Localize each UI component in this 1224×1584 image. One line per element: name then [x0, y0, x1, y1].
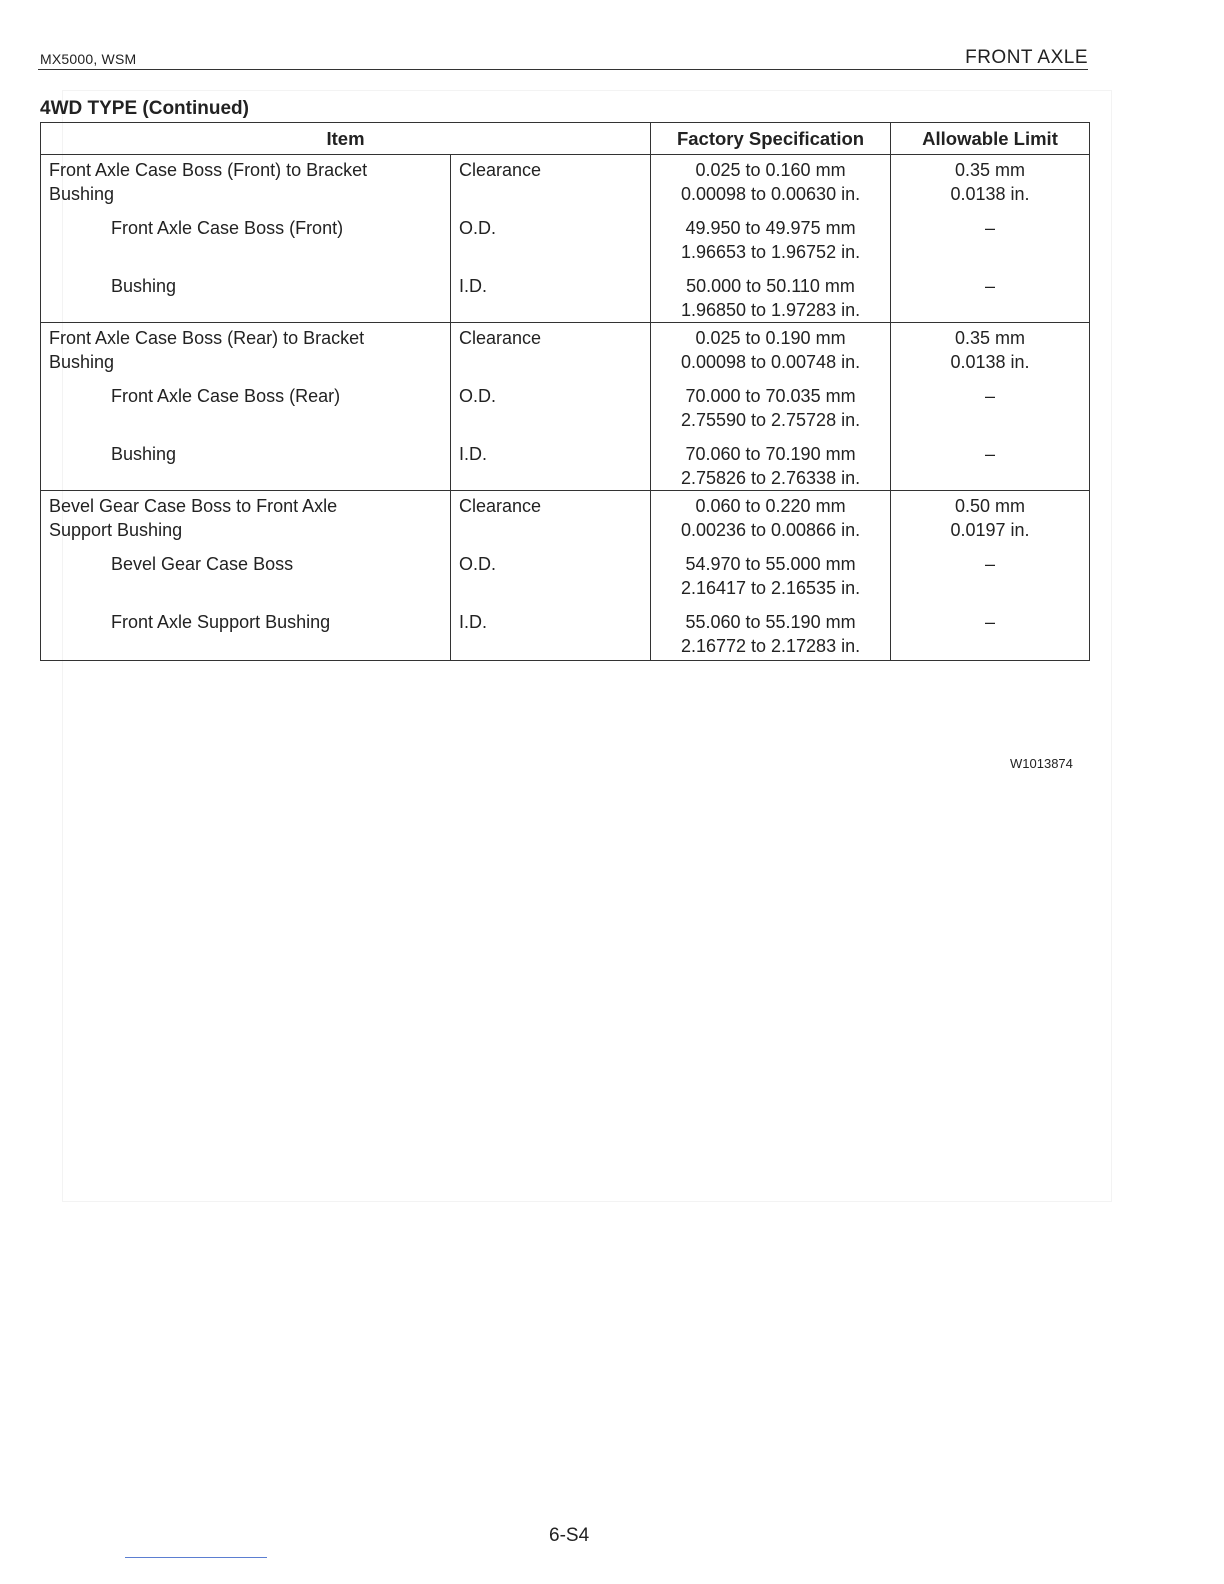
- table-row: [41, 155, 1090, 207]
- page-number: 6-S4: [549, 1525, 590, 1546]
- item-cell: [41, 155, 451, 207]
- item-line: Bushing: [111, 444, 177, 464]
- item-line: Support Bushing: [49, 520, 183, 540]
- factory-spec-line: 49.950 to 49.975 mm: [685, 218, 856, 238]
- header-item: Item: [41, 123, 651, 155]
- factory-spec-cell: [651, 384, 891, 432]
- spacer-cell: [451, 432, 651, 442]
- allowable-limit-line: 0.0197 in.: [950, 520, 1030, 540]
- factory-spec-line: 0.025 to 0.160 mm: [695, 160, 846, 180]
- section-title: 4WD TYPE (Continued): [40, 98, 249, 119]
- item-line: Bevel Gear Case Boss: [111, 554, 294, 574]
- spacer-cell: [41, 264, 451, 274]
- spacer-cell: [651, 206, 891, 216]
- spacer-cell: [651, 264, 891, 274]
- spacer-cell: [891, 542, 1090, 552]
- measure-type: O.D.: [459, 554, 497, 574]
- item-cell: [41, 552, 451, 600]
- table-row: [41, 274, 1090, 323]
- allowable-limit-cell: [891, 384, 1090, 432]
- item-cell: [41, 323, 451, 375]
- spacer-cell: [41, 206, 451, 216]
- item-line: Bushing: [111, 276, 177, 296]
- measure-type-cell: [451, 610, 651, 661]
- spacer-cell: [651, 542, 891, 552]
- factory-spec-line: 54.970 to 55.000 mm: [685, 554, 856, 574]
- factory-spec-line: 2.75590 to 2.75728 in.: [680, 410, 861, 430]
- allowable-limit-cell: [891, 274, 1090, 323]
- allowable-limit-line: –: [985, 554, 996, 574]
- allowable-limit-cell: [891, 323, 1090, 375]
- item-cell: [41, 274, 451, 323]
- row-spacer: [41, 600, 1090, 610]
- factory-spec-line: 2.16417 to 2.16535 in.: [680, 578, 861, 598]
- header-allowable-limit: Allowable Limit: [891, 123, 1090, 155]
- allowable-limit-line: 0.0138 in.: [950, 352, 1030, 372]
- row-spacer: [41, 264, 1090, 274]
- header-divider: [38, 69, 1088, 70]
- factory-spec-line: 0.00098 to 0.00748 in.: [680, 352, 861, 372]
- factory-spec-cell: [651, 491, 891, 543]
- allowable-limit-line: 0.50 mm: [955, 496, 1026, 516]
- factory-spec-line: 70.060 to 70.190 mm: [685, 444, 856, 464]
- factory-spec-cell: [651, 610, 891, 661]
- factory-spec-line: 0.00098 to 0.00630 in.: [680, 184, 861, 204]
- spacer-cell: [891, 600, 1090, 610]
- item-line: Bushing: [49, 352, 115, 372]
- allowable-limit-cell: [891, 155, 1090, 207]
- item-cell: [41, 442, 451, 491]
- item-cell: [41, 491, 451, 543]
- factory-spec-cell: [651, 274, 891, 323]
- spacer-cell: [891, 374, 1090, 384]
- allowable-limit-cell: [891, 442, 1090, 491]
- measure-type: I.D.: [459, 444, 488, 464]
- factory-spec-cell: [651, 216, 891, 264]
- spacer-cell: [451, 542, 651, 552]
- allowable-limit-line: –: [985, 444, 996, 464]
- spacer-cell: [891, 264, 1090, 274]
- spacer-cell: [651, 432, 891, 442]
- table-body: [41, 155, 1090, 661]
- table-row: [41, 491, 1090, 543]
- measure-type-cell: [451, 155, 651, 207]
- measure-type-cell: [451, 442, 651, 491]
- item-cell: [41, 216, 451, 264]
- measure-type: Clearance: [459, 160, 542, 180]
- item-line: Front Axle Case Boss (Rear) to Bracket: [49, 328, 365, 348]
- table-header-row: [41, 123, 1090, 155]
- spacer-cell: [451, 600, 651, 610]
- item-cell: [41, 384, 451, 432]
- factory-spec-line: 50.000 to 50.110 mm: [686, 276, 855, 296]
- spacer-cell: [41, 600, 451, 610]
- spec-table: [40, 122, 1090, 661]
- allowable-limit-line: –: [985, 386, 996, 406]
- spacer-cell: [891, 206, 1090, 216]
- factory-spec-line: 1.96850 to 1.97283 in.: [680, 300, 861, 320]
- item-line: Front Axle Case Boss (Front): [111, 218, 344, 238]
- allowable-limit-line: 0.0138 in.: [950, 184, 1030, 204]
- item-line: Front Axle Case Boss (Rear): [111, 386, 341, 406]
- spacer-cell: [41, 542, 451, 552]
- allowable-limit-line: 0.35 mm: [955, 160, 1026, 180]
- factory-spec-line: 2.16772 to 2.17283 in.: [680, 636, 861, 656]
- row-spacer: [41, 374, 1090, 384]
- spacer-cell: [41, 374, 451, 384]
- row-spacer: [41, 206, 1090, 216]
- table-row: [41, 610, 1090, 661]
- allowable-limit-line: –: [985, 612, 996, 632]
- allowable-limit-line: –: [985, 218, 996, 238]
- spacer-cell: [651, 600, 891, 610]
- allowable-limit-cell: [891, 610, 1090, 661]
- reference-code: W1013874: [1010, 756, 1073, 771]
- table-row: [41, 323, 1090, 375]
- factory-spec-cell: [651, 442, 891, 491]
- measure-type-cell: [451, 323, 651, 375]
- table-row: [41, 384, 1090, 432]
- item-line: Front Axle Case Boss (Front) to Bracket: [49, 160, 368, 180]
- chapter-title: FRONT AXLE: [965, 47, 1088, 68]
- spacer-cell: [891, 432, 1090, 442]
- measure-type-cell: [451, 552, 651, 600]
- factory-spec-line: 0.025 to 0.190 mm: [695, 328, 846, 348]
- measure-type-cell: [451, 216, 651, 264]
- manual-title: MX5000, WSM: [40, 51, 137, 67]
- spacer-cell: [451, 206, 651, 216]
- factory-spec-cell: [651, 155, 891, 207]
- measure-type: O.D.: [459, 218, 497, 238]
- item-cell: [41, 610, 451, 661]
- measure-type: O.D.: [459, 386, 497, 406]
- measure-type-cell: [451, 274, 651, 323]
- factory-spec-cell: [651, 323, 891, 375]
- factory-spec-line: 55.060 to 55.190 mm: [685, 612, 856, 632]
- factory-spec-line: 0.060 to 0.220 mm: [695, 496, 846, 516]
- item-line: Bushing: [49, 184, 115, 204]
- factory-spec-line: 70.000 to 70.035 mm: [685, 386, 856, 406]
- spacer-cell: [451, 374, 651, 384]
- measure-type: Clearance: [459, 496, 542, 516]
- allowable-limit-line: –: [985, 276, 996, 296]
- margin-rule: [125, 1557, 267, 1558]
- allowable-limit-cell: [891, 552, 1090, 600]
- measure-type: I.D.: [459, 612, 488, 632]
- spacer-cell: [651, 374, 891, 384]
- row-spacer: [41, 432, 1090, 442]
- measure-type-cell: [451, 491, 651, 543]
- measure-type: Clearance: [459, 328, 542, 348]
- allowable-limit-line: 0.35 mm: [955, 328, 1026, 348]
- table-row: [41, 216, 1090, 264]
- item-line: Front Axle Support Bushing: [111, 612, 331, 632]
- measure-type-cell: [451, 384, 651, 432]
- table-row: [41, 552, 1090, 600]
- factory-spec-line: 1.96653 to 1.96752 in.: [680, 242, 861, 262]
- allowable-limit-cell: [891, 491, 1090, 543]
- factory-spec-line: 0.00236 to 0.00866 in.: [680, 520, 861, 540]
- spacer-cell: [41, 432, 451, 442]
- header-factory-spec: Factory Specification: [651, 123, 891, 155]
- allowable-limit-cell: [891, 216, 1090, 264]
- item-line: Bevel Gear Case Boss to Front Axle: [49, 496, 338, 516]
- table-row: [41, 442, 1090, 491]
- spacer-cell: [451, 264, 651, 274]
- factory-spec-line: 2.75826 to 2.76338 in.: [680, 468, 861, 488]
- measure-type: I.D.: [459, 276, 488, 296]
- row-spacer: [41, 542, 1090, 552]
- factory-spec-cell: [651, 552, 891, 600]
